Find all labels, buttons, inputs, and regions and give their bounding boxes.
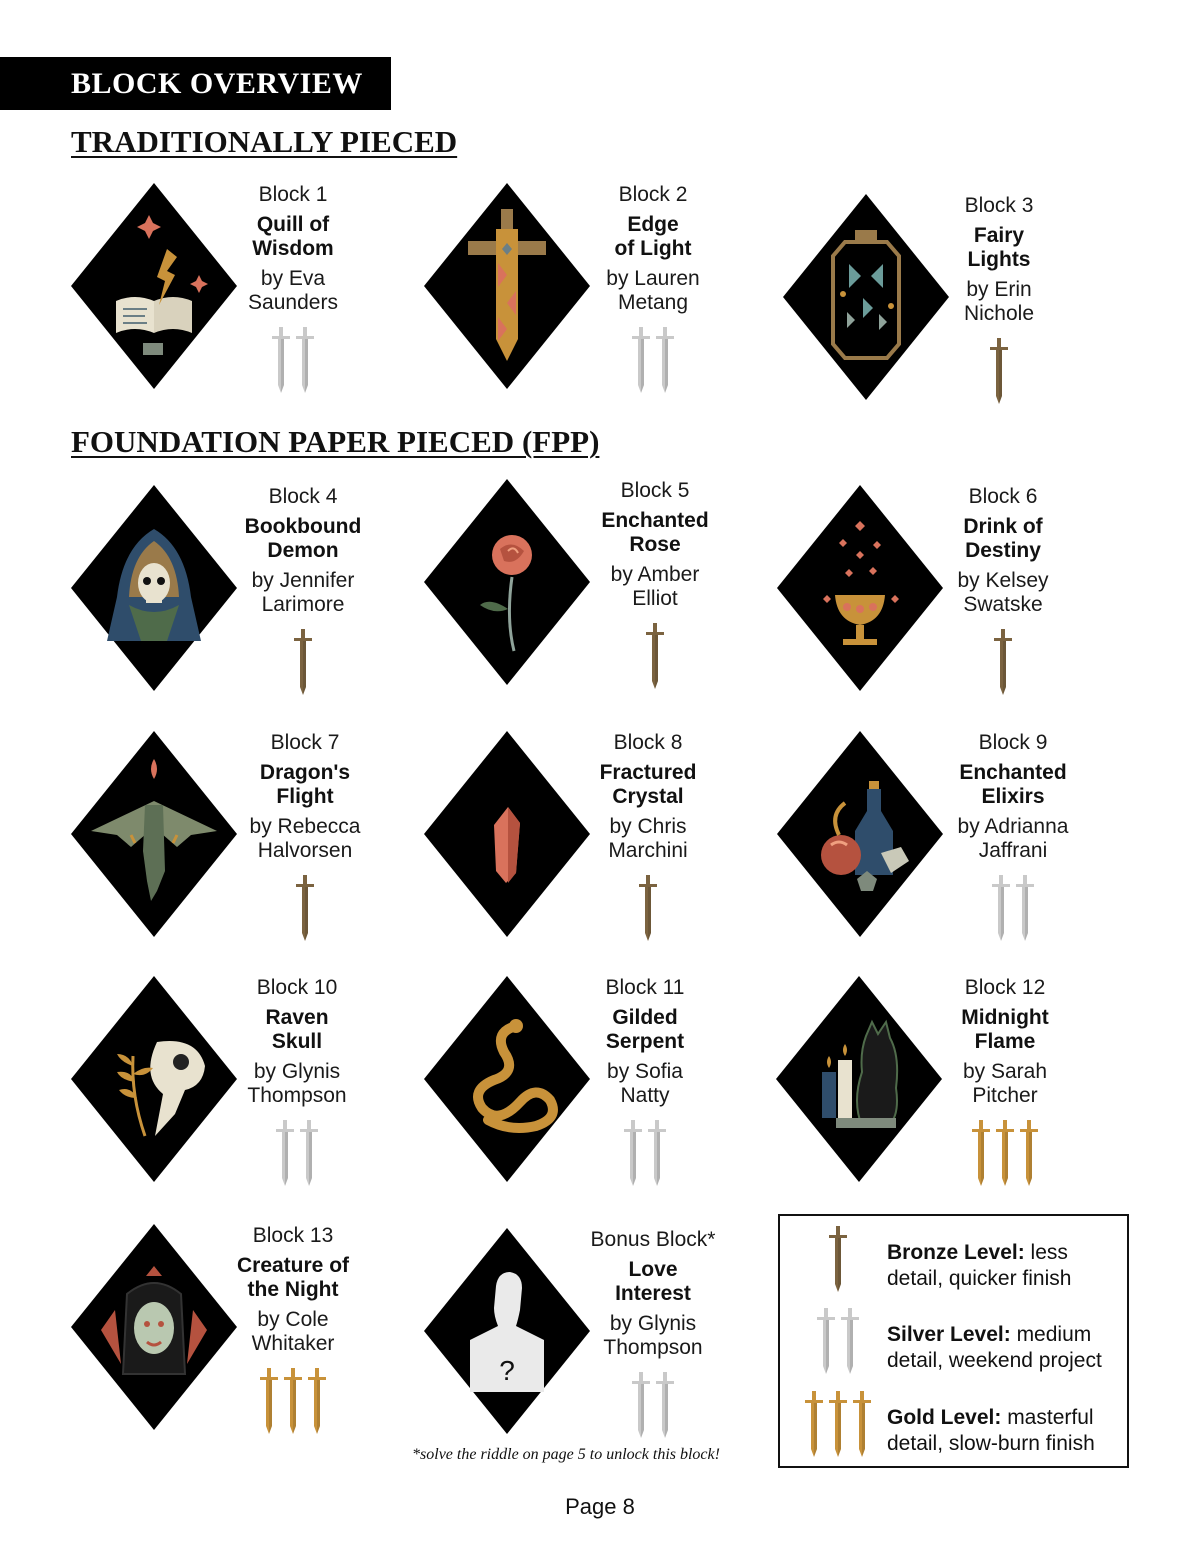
serpent-icon	[424, 976, 590, 1182]
block-author	[924, 278, 1074, 326]
block-author	[218, 1308, 368, 1356]
section-heading-fpp: FOUNDATION PAPER PIECED (FPP)	[71, 424, 600, 459]
block-info	[938, 731, 1088, 863]
question-mark: ?	[499, 1355, 515, 1386]
block-author	[230, 815, 380, 863]
block-author-line: by Glynis	[253, 1060, 341, 1083]
block-info	[570, 976, 720, 1108]
block-info	[230, 731, 380, 863]
block-author-line: Jaffrani	[978, 839, 1048, 862]
rose-icon	[424, 479, 590, 685]
block-number: Block 2	[618, 183, 688, 206]
sword-icon	[1014, 875, 1036, 941]
block-author-line: by Glynis	[609, 1312, 697, 1335]
block-title	[580, 509, 730, 557]
block-author-line: by Cole	[257, 1308, 329, 1331]
block-title	[930, 1006, 1080, 1054]
sword-icon	[992, 629, 1014, 695]
block-info	[924, 194, 1074, 326]
block-number: Block 7	[270, 731, 340, 754]
block-title-line: Enchanted	[959, 761, 1067, 784]
block-title-line: Edge	[627, 213, 679, 236]
block-title-line: Skull	[271, 1030, 323, 1053]
block-card	[776, 976, 1116, 1186]
block-info	[580, 479, 730, 611]
block-author	[578, 267, 728, 315]
block-info	[228, 485, 378, 617]
block-title-line: Flight	[276, 785, 334, 808]
block-title	[218, 1254, 368, 1302]
block-author-line: Larimore	[261, 593, 345, 616]
silver-level-swords	[938, 875, 1088, 941]
bronze-level-swords	[230, 875, 380, 941]
block-author-line: Thompson	[247, 1084, 347, 1107]
block-author-line: by Erin	[966, 278, 1032, 301]
sword-icon	[1018, 1120, 1040, 1186]
block-info	[218, 183, 368, 315]
silver-level-swords	[578, 327, 728, 393]
block-author-line: by Amber	[610, 563, 700, 586]
block-title-line: Creature of	[236, 1254, 350, 1277]
block-title	[924, 224, 1074, 272]
sword-icon	[827, 1391, 849, 1457]
legend-row-bronze	[780, 1226, 1127, 1306]
block-author	[938, 815, 1088, 863]
sword-icon	[270, 327, 292, 393]
legend-desc: medium detail, weekend project	[887, 1323, 1102, 1372]
block-title	[222, 1006, 372, 1054]
sword-icon	[306, 1368, 328, 1434]
legend-row-gold	[780, 1391, 1127, 1471]
mystery-silhouette-icon	[424, 1228, 590, 1434]
sword-icon	[646, 1120, 668, 1186]
gold-sword-icons	[788, 1391, 888, 1471]
potions-icon	[777, 731, 943, 937]
sword-icon	[988, 338, 1010, 404]
sword-icon	[815, 1308, 837, 1374]
block-card	[777, 731, 1117, 941]
block-author-line: by Kelsey	[957, 569, 1049, 592]
block-number: Block 10	[256, 976, 338, 999]
block-title-line: of Light	[614, 237, 692, 260]
block-author-line: Pitcher	[972, 1084, 1038, 1107]
block-info	[928, 485, 1078, 617]
block-author	[570, 1060, 720, 1108]
block-title-line: Wisdom	[252, 237, 334, 260]
block-number: Block 12	[964, 976, 1046, 999]
sword-icon	[654, 1372, 676, 1438]
block-number: Block 4	[268, 485, 338, 508]
block-card	[424, 1228, 764, 1438]
block-title-line: Rose	[629, 533, 681, 556]
block-title-line: Flame	[974, 1030, 1036, 1053]
block-card	[783, 194, 1123, 404]
block-title	[578, 1258, 728, 1306]
sword-icon	[994, 1120, 1016, 1186]
block-title-line: Fairy	[973, 224, 1025, 247]
block-title-line: Quill of	[256, 213, 330, 236]
sword-icon	[282, 1368, 304, 1434]
raven-skull-icon	[71, 976, 237, 1182]
sword-icon	[622, 1120, 644, 1186]
block-author-line: by Jennifer	[251, 569, 355, 592]
block-author	[573, 815, 723, 863]
block-author	[228, 569, 378, 617]
block-card	[777, 485, 1117, 695]
silver-level-swords	[218, 327, 368, 393]
block-author-line: by Eva	[260, 267, 326, 290]
block-title-line: Demon	[267, 539, 339, 562]
block-author	[930, 1060, 1080, 1108]
block-author	[580, 563, 730, 611]
legend-label: Bronze Level:	[887, 1241, 1025, 1264]
block-title-line: Interest	[615, 1282, 691, 1305]
block-author-line: by Lauren	[606, 267, 700, 290]
block-info	[930, 976, 1080, 1108]
block-card	[71, 976, 411, 1186]
sword-icon	[424, 183, 590, 389]
block-number: Block 9	[978, 731, 1048, 754]
block-number: Block 5	[620, 479, 690, 502]
sword-icon	[637, 875, 659, 941]
sword-icon	[827, 1226, 849, 1292]
block-title-line: Drink of	[963, 515, 1043, 538]
hooded-skull-icon	[71, 485, 237, 691]
sword-icon	[298, 1120, 320, 1186]
block-info	[578, 1228, 728, 1360]
bonus-footnote: *solve the riddle on page 5 to unlock this block!	[412, 1446, 720, 1463]
block-card	[71, 1224, 411, 1434]
sword-icon	[654, 327, 676, 393]
block-info	[578, 183, 728, 315]
legend-desc: less detail, quicker finish	[887, 1241, 1072, 1290]
block-author-line: Nichole	[963, 302, 1035, 325]
block-author-line: Natty	[620, 1084, 670, 1107]
sword-icon	[294, 875, 316, 941]
block-title	[218, 213, 368, 261]
block-title-line: Gilded	[612, 1006, 678, 1029]
block-card	[424, 479, 764, 689]
bronze-level-swords	[228, 629, 378, 695]
silver-level-swords	[578, 1372, 728, 1438]
quill-book-icon	[71, 183, 237, 389]
block-title-line: Crystal	[612, 785, 684, 808]
block-info	[218, 1224, 368, 1356]
block-card	[71, 183, 411, 393]
block-info	[222, 976, 372, 1108]
crescent-crystal-icon	[424, 731, 590, 937]
block-author-line: Thompson	[603, 1336, 703, 1359]
legend-label: Gold Level:	[887, 1406, 1002, 1429]
block-overview-banner: BLOCK OVERVIEW	[0, 57, 391, 110]
block-number: Block 13	[252, 1224, 334, 1247]
level-legend	[778, 1214, 1129, 1468]
sword-icon	[292, 629, 314, 695]
block-card	[424, 731, 764, 941]
block-title	[573, 761, 723, 809]
page-number: Page 8	[565, 1494, 635, 1519]
block-author-line: Saunders	[248, 291, 338, 314]
block-title-line: Love	[628, 1258, 678, 1281]
goblet-icon	[777, 485, 943, 691]
sword-icon	[644, 623, 666, 689]
block-number: Bonus Block*	[590, 1228, 716, 1251]
sword-icon	[990, 875, 1012, 941]
block-title-line: Fractured	[599, 761, 697, 784]
block-author-line: by Rebecca	[249, 815, 361, 838]
sword-icon	[851, 1391, 873, 1457]
block-author	[218, 267, 368, 315]
block-author	[578, 1312, 728, 1360]
block-author-line: by Adrianna	[957, 815, 1069, 838]
block-number: Block 1	[258, 183, 328, 206]
block-title-line: Elixirs	[981, 785, 1045, 808]
sword-icon	[630, 1372, 652, 1438]
block-author-line: by Chris	[609, 815, 687, 838]
block-number: Block 8	[613, 731, 683, 754]
block-author-line: Swatske	[963, 593, 1043, 616]
bronze-level-swords	[580, 623, 730, 689]
legend-desc: masterful detail, slow-burn finish	[887, 1406, 1095, 1455]
block-title-line: the Night	[247, 1278, 339, 1301]
dragon-icon	[71, 731, 237, 937]
block-author-line: Whitaker	[251, 1332, 335, 1355]
block-number: Block 3	[964, 194, 1034, 217]
silver-level-swords	[570, 1120, 720, 1186]
sword-icon	[970, 1120, 992, 1186]
bronze-level-swords	[573, 875, 723, 941]
vampire-icon	[71, 1224, 237, 1430]
block-author-line: Elliot	[632, 587, 678, 610]
block-number: Block 11	[605, 976, 685, 999]
silver-sword-icons	[788, 1308, 888, 1388]
block-title-line: Enchanted	[601, 509, 709, 532]
bronze-level-swords	[928, 629, 1078, 695]
bronze-level-swords	[924, 338, 1074, 404]
sword-icon	[630, 327, 652, 393]
block-number: Block 6	[968, 485, 1038, 508]
block-title-line: Midnight	[961, 1006, 1049, 1029]
section-heading-traditional: TRADITIONALLY PIECED	[71, 124, 458, 159]
block-title-line: Bookbound	[244, 515, 362, 538]
gold-level-swords	[930, 1120, 1080, 1186]
legend-label: Silver Level:	[887, 1323, 1011, 1346]
block-author-line: Metang	[617, 291, 689, 314]
sword-icon	[803, 1391, 825, 1457]
block-title	[578, 213, 728, 261]
block-title-line: Destiny	[965, 539, 1041, 562]
block-author	[928, 569, 1078, 617]
block-title-line: Dragon's	[259, 761, 351, 784]
block-card	[424, 183, 764, 393]
gold-level-swords	[218, 1368, 368, 1434]
sword-icon	[274, 1120, 296, 1186]
block-title	[938, 761, 1088, 809]
silver-level-swords	[222, 1120, 372, 1186]
block-title	[230, 761, 380, 809]
block-title	[228, 515, 378, 563]
block-author-line: by Sofia	[607, 1060, 683, 1083]
block-info	[573, 731, 723, 863]
block-author-line: by Sarah	[962, 1060, 1048, 1083]
block-author-line: Marchini	[608, 839, 688, 862]
bronze-sword-icons	[788, 1226, 888, 1306]
block-author	[222, 1060, 372, 1108]
block-title-line: Lights	[967, 248, 1031, 271]
sword-icon	[839, 1308, 861, 1374]
sword-icon	[294, 327, 316, 393]
block-author-line: Halvorsen	[257, 839, 353, 862]
sword-icon	[258, 1368, 280, 1434]
legend-row-silver	[780, 1308, 1127, 1388]
block-card	[71, 731, 411, 941]
block-title-line: Raven	[265, 1006, 329, 1029]
block-title-line: Serpent	[605, 1030, 685, 1053]
block-title	[570, 1006, 720, 1054]
block-card	[424, 976, 764, 1186]
block-title	[928, 515, 1078, 563]
block-card	[71, 485, 411, 695]
cat-candle-icon	[776, 976, 942, 1182]
